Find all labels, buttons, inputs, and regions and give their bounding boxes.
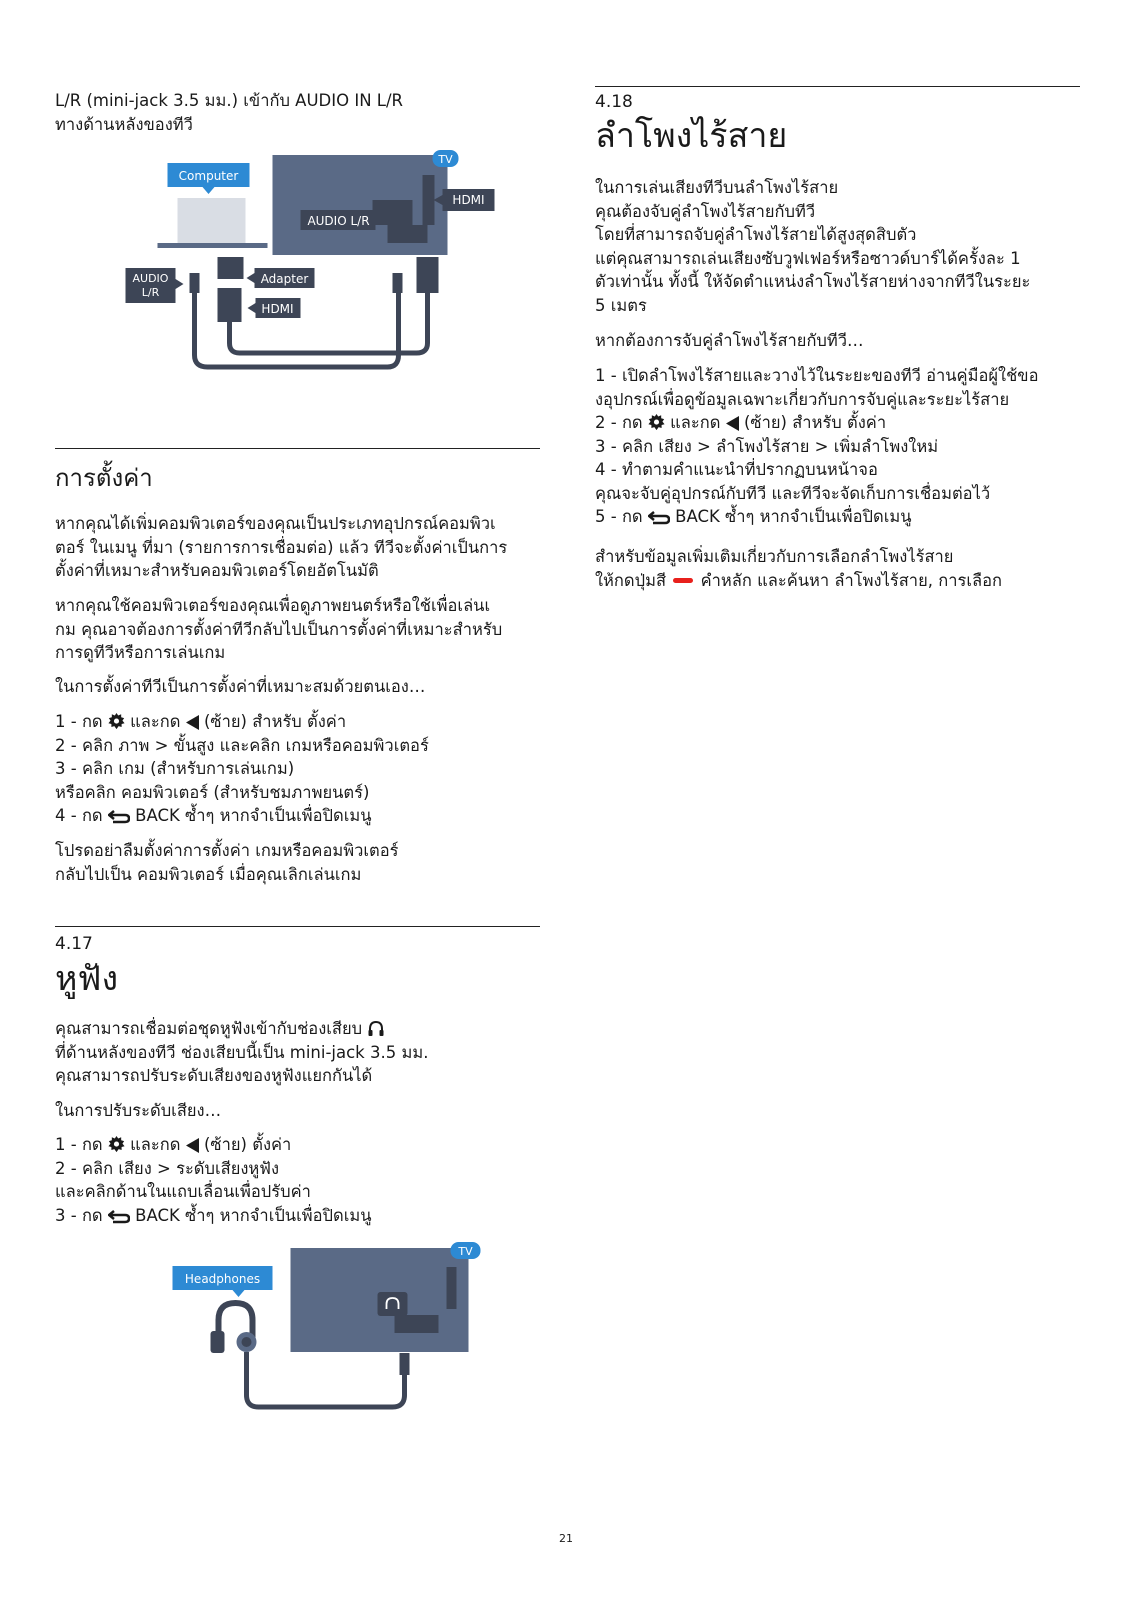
wireless-para-3 (595, 545, 1080, 592)
headphones-connection-diagram (110, 1235, 595, 1435)
text-line (595, 569, 1080, 593)
step-text: 5 - กด (595, 507, 643, 526)
text-line: ในการเล่นเสียงทีวีบนลำโพงไร้สาย (595, 178, 839, 197)
text-line: สำหรับข้อมูลเพิ่มเติมเกี่ยวกับการเลือกลำโพงไร้สาย (595, 547, 954, 566)
wireless-step-4: 4 - ทำตามคำแนะนำที่ปรากฏบนหน้าจอ (595, 460, 878, 479)
computer-connection-diagram (75, 145, 560, 380)
left-arrow-icon (186, 715, 199, 730)
left-arrow-icon (726, 416, 739, 431)
headphones-icon (367, 1020, 385, 1037)
step-text: 1 - กด (55, 712, 103, 731)
text-line: กลับไปเป็น คอมพิวเตอร์ เมื่อคุณเลิกเล่นเกม (55, 864, 362, 884)
text-line: หากคุณใช้คอมพิวเตอร์ของคุณเพื่อดูภาพยนตร์หรือใช้เพื่อเล่นเ (55, 596, 491, 615)
laptop-screen (178, 198, 246, 246)
wireless-para-1 (595, 176, 1080, 317)
section-title: ลำโพงไร้สาย (595, 116, 788, 156)
headphones-step-1 (55, 1133, 540, 1157)
wireless-step-3: 3 - คลิก เสียง > ลำโพงไร้สาย > เพิ่มลำโพงใหม่ (595, 436, 939, 456)
text-line: ตั้งค่าที่เหมาะสำหรับคอมพิวเตอร์โดยอัตโนมัติ (55, 561, 379, 580)
tv-label: TV (458, 1245, 473, 1258)
text-span: ให้กดปุ่มสี (595, 570, 667, 590)
adapter-icon (218, 257, 244, 279)
text-line: กม คุณอาจต้องการตั้งค่าทีวีกลับไปเป็นการตั้งค่าที่เหมาะสำหรับ (55, 619, 503, 639)
audio-cable-label-1: AUDIO (132, 272, 169, 285)
text-line: หากคุณได้เพิ่มคอมพิวเตอร์ของคุณเป็นประเภทอุปกรณ์คอมพิวเ (55, 514, 496, 533)
settings-para-1 (55, 512, 540, 583)
divider (55, 448, 540, 449)
settings-step-3: 3 - คลิก เกม (สำหรับการเล่นเกม) (55, 759, 295, 778)
settings-para-2 (55, 594, 540, 665)
gear-icon (108, 713, 125, 730)
step-text: และกด (670, 413, 721, 432)
step-text: BACK ซ้ำๆ หากจำเป็นเพื่อปิดเมนู (675, 507, 912, 526)
headphones-step-3 (55, 1204, 540, 1228)
step-text: 3 - กด (55, 1205, 103, 1225)
wireless-steps (595, 364, 1080, 529)
wireless-step-1b: งอุปกรณ์เพื่อดูข้อมูลเฉพาะเกี่ยวกับการจับคู่และระยะไร้สาย (595, 389, 1010, 409)
intro-text (55, 89, 540, 136)
text-line: หากต้องการจับคู่ลำโพงไร้สายกับทีวี… (595, 331, 864, 350)
hdmi-tv-label: HDMI (452, 193, 485, 207)
left-arrow-icon (186, 1138, 199, 1153)
settings-step-3b: หรือคลิก คอมพิวเตอร์ (สำหรับชมภาพยนตร์) (55, 782, 370, 802)
audio-cable-label-2: L/R (141, 286, 160, 299)
back-icon (648, 510, 670, 525)
text-line: ตอร์ ในเมนู ที่มา (รายการการเชื่อมต่อ) แล้ว ทีวีจะตั้งค่าเป็นการ (55, 537, 508, 557)
text-line: โปรดอย่าลืมตั้งค่าการตั้งค่า เกมหรือคอมพิวเตอร์ (55, 841, 399, 860)
text-span: คุณสามารถเชื่อมต่อชุดหูฟังเข้ากับช่องเสียบ (55, 1019, 363, 1038)
text-line: แต่คุณสามารถเล่นเสียงซับวูฟเฟอร์หรือซาวด์บาร์ได้ครั้งละ 1 (595, 248, 1021, 268)
text-line: ตัวเท่านั้น ทั้งนี้ ให้จัดตำแหน่งลำโพงไร้สายห่างจากทีวีในระยะ (595, 272, 1031, 291)
section-divider (55, 926, 540, 927)
headphones-step-2b: และคลิกด้านในแถบเลื่อนเพื่อปรับค่า (55, 1182, 311, 1201)
text-line: ในการปรับระดับเสียง… (55, 1101, 222, 1120)
headphones-steps (55, 1133, 540, 1227)
headphones-para-1 (55, 1017, 540, 1088)
gear-icon (108, 1136, 125, 1153)
step-text: 2 - กด (595, 413, 643, 432)
step-text: (ซ้าย) สำหรับ ตั้งค่า (743, 413, 887, 432)
text-line: ที่ด้านหลังของทีวี ช่องเสียบนี้เป็น mini-jack 3.5 มม. (55, 1042, 429, 1062)
text-span: คำหลัก และค้นหา ลำโพงไร้สาย, การเลือก (700, 570, 1002, 590)
settings-step-1 (55, 710, 540, 734)
wireless-step-2 (595, 411, 1080, 435)
red-color-key-icon (673, 578, 693, 583)
step-text: BACK ซ้ำๆ หากจำเป็นเพื่อปิดเมนู (135, 806, 372, 825)
settings-step-4 (55, 804, 540, 828)
text-line: คุณต้องจับคู่ลำโพงไร้สายกับทีวี (595, 201, 816, 221)
text-line: ในการตั้งค่าทีวีเป็นการตั้งค่าที่เหมาะสมด้วยตนเอง… (55, 677, 426, 696)
adapter-label: Adapter (260, 272, 309, 286)
wireless-step-5 (595, 505, 1080, 529)
settings-step-2: 2 - คลิก ภาพ > ขั้นสูง และคลิก เกมหรือคอมพิวเตอร์ (55, 735, 429, 755)
step-text: และกด (130, 712, 181, 731)
settings-para-3 (55, 675, 540, 699)
headphone-port (378, 1292, 408, 1316)
text-line: คุณสามารถปรับระดับเสียงของหูฟังแยกกันได้ (55, 1066, 373, 1085)
text-line: 5 เมตร (595, 295, 647, 315)
intro-line-2: ทางด้านหลังของทีวี (55, 114, 193, 134)
wireless-para-2 (595, 329, 1080, 353)
settings-steps (55, 710, 540, 828)
headphones-para-2 (55, 1099, 540, 1123)
back-icon (108, 809, 130, 824)
settings-heading: การตั้งค่า (55, 464, 153, 492)
wireless-step-1: 1 - เปิดลำโพงไร้สายและวางไว้ในระยะของทีวี อ่านคู่มือผู้ใช้ขอ (595, 366, 1039, 385)
headphones-label: Headphones (184, 1272, 261, 1286)
text-line (55, 1017, 540, 1041)
audio-lr-tv-label: AUDIO L/R (307, 214, 370, 228)
intro-line-1: L/R (mini-jack 3.5 มม.) เข้ากับ AUDIO IN L/R (55, 91, 404, 110)
section-number: 4.18 (595, 92, 633, 112)
text-line: การดูทีวีหรือการเล่นเกม (55, 643, 226, 662)
headphones-step-2: 2 - คลิก เสียง > ระดับเสียงหูฟัง (55, 1158, 280, 1178)
step-text: (ซ้าย) สำหรับ ตั้งค่า (203, 712, 347, 731)
back-icon (108, 1209, 130, 1224)
wireless-step-4b: คุณจะจับคู่อุปกรณ์กับทีวี และทีวีจะจัดเก็บการเชื่อมต่อไว้ (595, 483, 991, 503)
step-text: และกด (130, 1135, 181, 1154)
section-divider (595, 86, 1080, 87)
text-line: โดยที่สามารถจับคู่ลำโพงไร้สายได้สูงสุดสิบตัว (595, 225, 917, 244)
headphone-cable (247, 1352, 405, 1407)
step-text: (ซ้าย) ตั้งค่า (203, 1135, 292, 1154)
gear-icon (648, 414, 665, 431)
laptop-base (158, 243, 268, 248)
step-text: BACK ซ้ำๆ หากจำเป็นเพื่อปิดเมนู (135, 1205, 372, 1225)
step-text: 1 - กด (55, 1135, 103, 1154)
section-title: หูฟัง (55, 959, 119, 999)
page-number: 21 (559, 1532, 573, 1545)
computer-label: Computer (178, 169, 239, 183)
hdmi-cable-label: HDMI (261, 302, 294, 316)
settings-para-4 (55, 839, 540, 886)
step-text: 4 - กด (55, 806, 103, 825)
tv-label: TV (438, 153, 453, 166)
section-number: 4.17 (55, 934, 93, 954)
